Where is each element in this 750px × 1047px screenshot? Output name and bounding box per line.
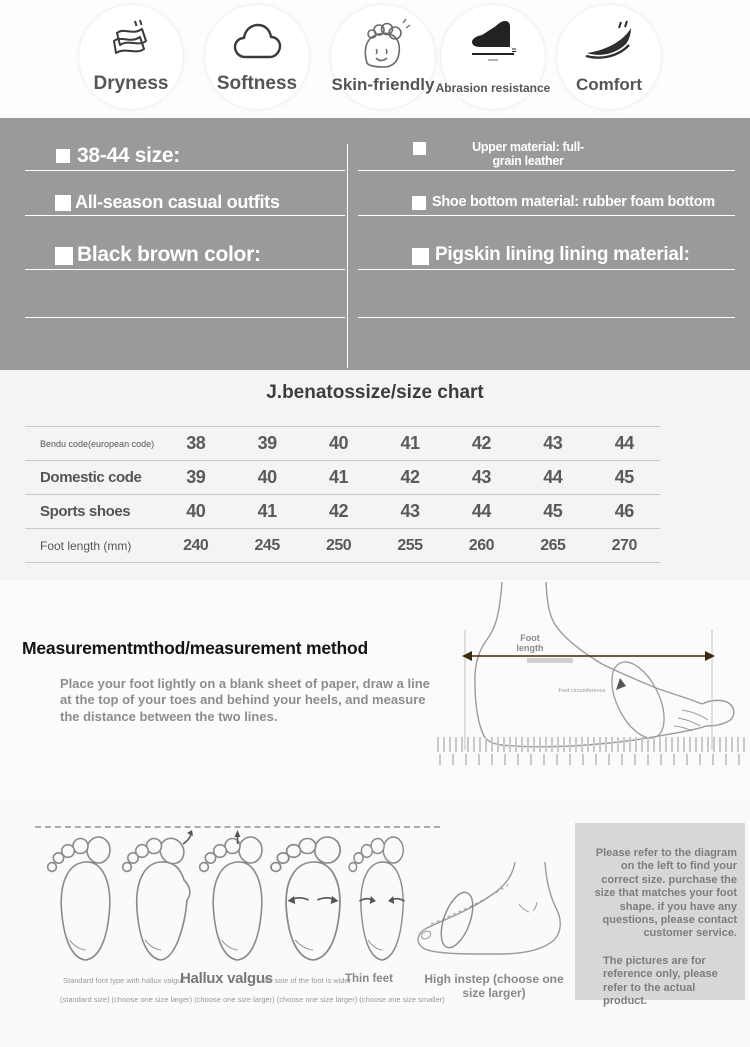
row-label: Sports shoes bbox=[40, 503, 131, 520]
cell: 46 bbox=[614, 501, 634, 521]
spec-text: Upper material: full-grain leather bbox=[472, 140, 584, 168]
spec-rule bbox=[25, 269, 345, 270]
size-chart-title: J.benatossize/size chart bbox=[266, 382, 484, 403]
row-label: Domestic code bbox=[40, 469, 142, 486]
cell: 240 bbox=[183, 536, 209, 554]
ruler-ticks-icon bbox=[439, 754, 745, 765]
cell: 41 bbox=[257, 501, 277, 521]
cell: 44 bbox=[471, 501, 491, 521]
cell: 265 bbox=[540, 536, 566, 554]
cell: 42 bbox=[400, 467, 420, 487]
caption-hallux-valgus: Hallux valgus bbox=[180, 970, 273, 987]
bullet-square-icon bbox=[56, 149, 70, 163]
cell: 40 bbox=[186, 501, 206, 521]
caption-wide: the sole of the foot is wider bbox=[262, 976, 352, 985]
bullet-square-icon bbox=[55, 195, 71, 211]
caption-thin: Thin feet bbox=[345, 973, 393, 985]
label-highlight-bar bbox=[527, 658, 573, 663]
table-row bbox=[25, 529, 660, 563]
shoe-icon bbox=[466, 17, 520, 65]
feature-label: Dryness bbox=[93, 73, 169, 94]
bullet-square-icon bbox=[412, 196, 426, 210]
bullet-square-icon bbox=[55, 247, 73, 265]
foot-circumference-label: Foot circumference bbox=[558, 688, 606, 694]
spec-rule bbox=[358, 269, 735, 270]
bullet-square-icon bbox=[412, 248, 429, 265]
spec-lining-material bbox=[412, 244, 690, 266]
toe-alignment-dashed-line bbox=[35, 826, 440, 828]
spec-color bbox=[55, 243, 261, 267]
high-instep-foot-icon bbox=[415, 862, 565, 967]
cell: 41 bbox=[400, 433, 420, 453]
measurement-heading: Measurementmthod/measurement method bbox=[22, 638, 368, 658]
feature-label: Comfort bbox=[575, 75, 643, 94]
feature-abrasion-resistance bbox=[435, 4, 551, 110]
feature-label: Softness bbox=[216, 73, 298, 94]
caption-sizes-note: (standard size) (choose one size larger) (choose one size larger) (choose one size larger) (choose one size smaller) bbox=[60, 995, 445, 1004]
cell: 38 bbox=[186, 433, 206, 453]
feature-label: Skin-friendly bbox=[331, 75, 435, 94]
cell: 270 bbox=[611, 536, 637, 554]
cell: 42 bbox=[329, 501, 349, 521]
spec-rule bbox=[25, 215, 345, 216]
cloud-icon bbox=[231, 17, 283, 65]
cell: 250 bbox=[325, 536, 352, 554]
table-row bbox=[25, 495, 660, 529]
cell: 255 bbox=[397, 536, 423, 554]
size-table bbox=[25, 426, 660, 563]
cell: 42 bbox=[471, 433, 491, 453]
sole-icon bbox=[582, 17, 636, 67]
spec-rule bbox=[25, 170, 345, 171]
spec-text: 38-44 size: bbox=[77, 144, 180, 167]
cell: 45 bbox=[543, 501, 563, 521]
fabric-layers-icon bbox=[105, 17, 157, 67]
row-label: Bendu code(european code) bbox=[40, 438, 155, 449]
spec-outfits bbox=[55, 192, 280, 213]
spec-text: Shoe bottom material: rubber foam bottom bbox=[432, 194, 715, 210]
spec-rule bbox=[358, 170, 735, 171]
feature-badges-row bbox=[0, 0, 750, 118]
cell: 245 bbox=[254, 536, 280, 554]
foot-length-label: Foot length bbox=[516, 633, 544, 654]
foot-types-section bbox=[0, 800, 750, 1047]
thin-foot-icon bbox=[342, 830, 422, 972]
spec-text: Pigskin lining lining material: bbox=[435, 244, 690, 265]
spec-text: All-season casual outfits bbox=[75, 192, 280, 212]
feature-comfort bbox=[556, 4, 662, 110]
cell: 43 bbox=[400, 501, 420, 521]
table-row bbox=[25, 461, 660, 495]
cell: 40 bbox=[257, 467, 277, 487]
cell: 39 bbox=[186, 467, 206, 487]
feature-label: Abrasion resistance bbox=[435, 81, 551, 95]
bullet-square-icon bbox=[413, 142, 426, 155]
caption-high-instep: High instep (choose one size larger) bbox=[424, 972, 564, 1001]
cell: 43 bbox=[471, 467, 491, 487]
feature-dryness bbox=[78, 4, 184, 110]
spec-panel bbox=[0, 118, 750, 370]
caption-standard: Standard foot type with hallux valgus bbox=[63, 976, 186, 985]
spec-divider bbox=[347, 144, 348, 368]
spec-bottom-material bbox=[412, 194, 715, 210]
ruler-icon bbox=[437, 737, 747, 752]
foot-smiley-icon bbox=[355, 17, 411, 71]
cell: 41 bbox=[329, 467, 349, 487]
row-label: Foot length (mm) bbox=[40, 538, 132, 553]
cell: 40 bbox=[329, 433, 349, 453]
spec-text: Black brown color: bbox=[77, 243, 261, 266]
cell: 43 bbox=[543, 433, 563, 453]
info-text-disclaimer: The pictures are for reference only, please refer to the actual product. bbox=[603, 954, 718, 1008]
size-chart-section bbox=[0, 370, 750, 580]
cell: 45 bbox=[614, 467, 634, 487]
spec-rule bbox=[358, 215, 735, 216]
cell: 44 bbox=[614, 433, 634, 453]
info-text-sizing: Please refer to the diagram on the left to find your correct size. purchase the size that matches your foot shape. if you have any questions, please contact customer service. bbox=[594, 847, 737, 940]
cell: 44 bbox=[543, 467, 563, 487]
spec-rule bbox=[25, 317, 345, 318]
feature-skin-friendly bbox=[330, 4, 436, 110]
spec-size bbox=[56, 144, 180, 168]
measurement-instructions: Place your foot lightly on a blank sheet of paper, draw a line at the top of your toes and behind your heels, and measure the distance between the two lines. bbox=[60, 676, 430, 724]
spec-rule bbox=[358, 317, 735, 318]
feature-softness bbox=[204, 4, 310, 110]
cell: 260 bbox=[468, 536, 494, 554]
table-row bbox=[25, 427, 660, 461]
info-box bbox=[575, 823, 745, 1008]
cell: 39 bbox=[257, 433, 277, 453]
spec-upper-material bbox=[413, 140, 598, 168]
measurement-section bbox=[0, 580, 750, 800]
